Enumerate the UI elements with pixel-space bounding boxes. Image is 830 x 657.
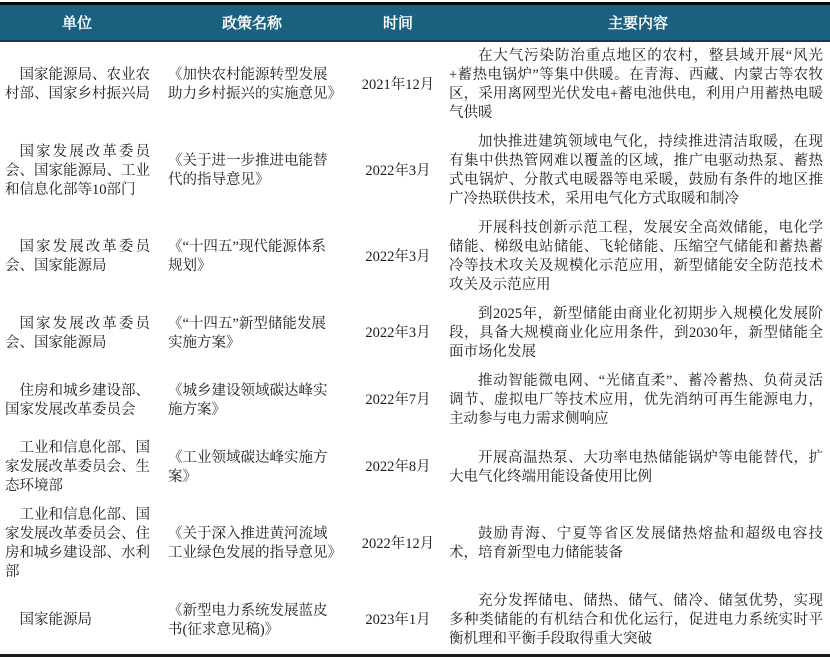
table-row	[0, 587, 830, 656]
policy-cell: 《关于进一步推进电能替代的指导意见》	[168, 153, 328, 188]
policy-cell: 《新型电力系统发展蓝皮书(征求意见稿)》	[168, 602, 328, 638]
time-cell: 2022年8月	[365, 459, 431, 475]
time-cell: 2022年3月	[365, 248, 431, 265]
policy-cell: 《城乡建设领域碳达峰实施方案》	[168, 382, 328, 418]
content-cell: 开展高温热泵、大功率电热储能锅炉等电能替代，扩大电气化终端用能设备使用比例	[449, 449, 823, 485]
unit-cell: 国家能源局、农业农村部、国家乡村振兴局	[5, 67, 150, 102]
time-cell: 2022年3月	[365, 162, 431, 179]
policy-table	[0, 2, 830, 657]
unit-cell: 国家发展改革委员会、国家能源局、工业和信息化部等10部门	[5, 143, 150, 198]
policy-cell: 《加快农村能源转型发展助力乡村振兴的实施意见》	[168, 67, 342, 102]
unit-cell: 工业和信息化部、国家发展改革委员会、生态环境部	[5, 440, 150, 494]
table-row	[0, 300, 830, 367]
time-cell: 2022年7月	[365, 392, 431, 408]
content-cell: 开展科技创新示范工程，发展安全高效储能，电化学储能、梯级电站储能、飞轮储能、压缩空气储能和蓄热蓄冷等技术攻关及规模化示范应用，新型储能安全防范技术攻关及示范应用	[449, 220, 823, 293]
content-cell: 充分发挥储电、储热、储气、储冷、储氢优势，实现多种类储能的有机结合和优化运行，促进电力系统实时平衡机理和平衡手段取得重大突破	[449, 593, 823, 647]
header-content: 主要内容	[446, 4, 830, 42]
content-cell: 鼓励青海、宁夏等省区发展储热熔盐和超级电容技术，培育新型电力储能装备	[449, 526, 823, 561]
table-row	[0, 128, 830, 214]
header-time: 时间	[350, 4, 446, 42]
content-cell: 在大气污染防治重点地区的农村，整县域开展“风光+蓄热电锅炉”等集中供暖。在青海、西藏、内蒙古等农牧区，采用离网型光伏发电+蓄电池供电，利用户用蓄热电暖气供暖	[449, 48, 823, 121]
time-cell: 2022年12月	[361, 535, 435, 552]
header-unit: 单位	[0, 4, 154, 42]
policy-cell: 《“十四五”现代能源体系规划》	[168, 239, 326, 274]
policy-cell: 《“十四五”新型储能发展实施方案》	[168, 315, 326, 351]
table-row	[0, 434, 830, 501]
content-cell: 推动智能微电网、“光储直柔”、蓄冷蓄热、负荷灵活调节、虚拟电厂等技术应用，优先消纳可再生能源电力，主动参与电力需求侧响应	[449, 373, 823, 427]
unit-cell: 住房和城乡建设部、国家发展改革委员会	[5, 382, 150, 418]
policy-cell: 《关于深入推进黄河流域工业绿色发展的指导意见》	[168, 526, 342, 561]
unit-cell: 国家发展改革委员会、国家能源局	[5, 239, 150, 274]
content-cell: 到2025年，新型储能由商业化初期步入规模化发展阶段，具备大规模商业化应用条件，到2030年，新型储能全面市场化发展	[449, 306, 823, 360]
table-body	[0, 41, 830, 656]
table-row	[0, 367, 830, 434]
time-cell: 2023年1月	[365, 612, 431, 628]
unit-cell: 国家发展改革委员会、国家能源局	[5, 315, 150, 351]
table-row	[0, 41, 830, 128]
table-row	[0, 214, 830, 300]
unit-cell: 国家能源局	[19, 612, 92, 628]
policy-cell: 《工业领域碳达峰实施方案》	[168, 449, 328, 485]
table-header-row	[0, 4, 830, 42]
time-cell: 2022年3月	[365, 325, 431, 341]
table-row	[0, 501, 830, 587]
header-policy: 政策名称	[154, 4, 350, 42]
content-cell: 加快推进建筑领域电气化，持续推进清洁取暖，在现有集中供热管网难以覆盖的区域，推广电驱动热泵、蓄热式电锅炉、分散式电暖器等电采暖，鼓励有条件的地区推广冷热联供技术，采用电气化方式取暖和制冷	[449, 134, 823, 207]
time-cell: 2021年12月	[361, 76, 435, 93]
unit-cell: 工业和信息化部、国家发展改革委员会、住房和城乡建设部、水利部	[5, 507, 150, 580]
